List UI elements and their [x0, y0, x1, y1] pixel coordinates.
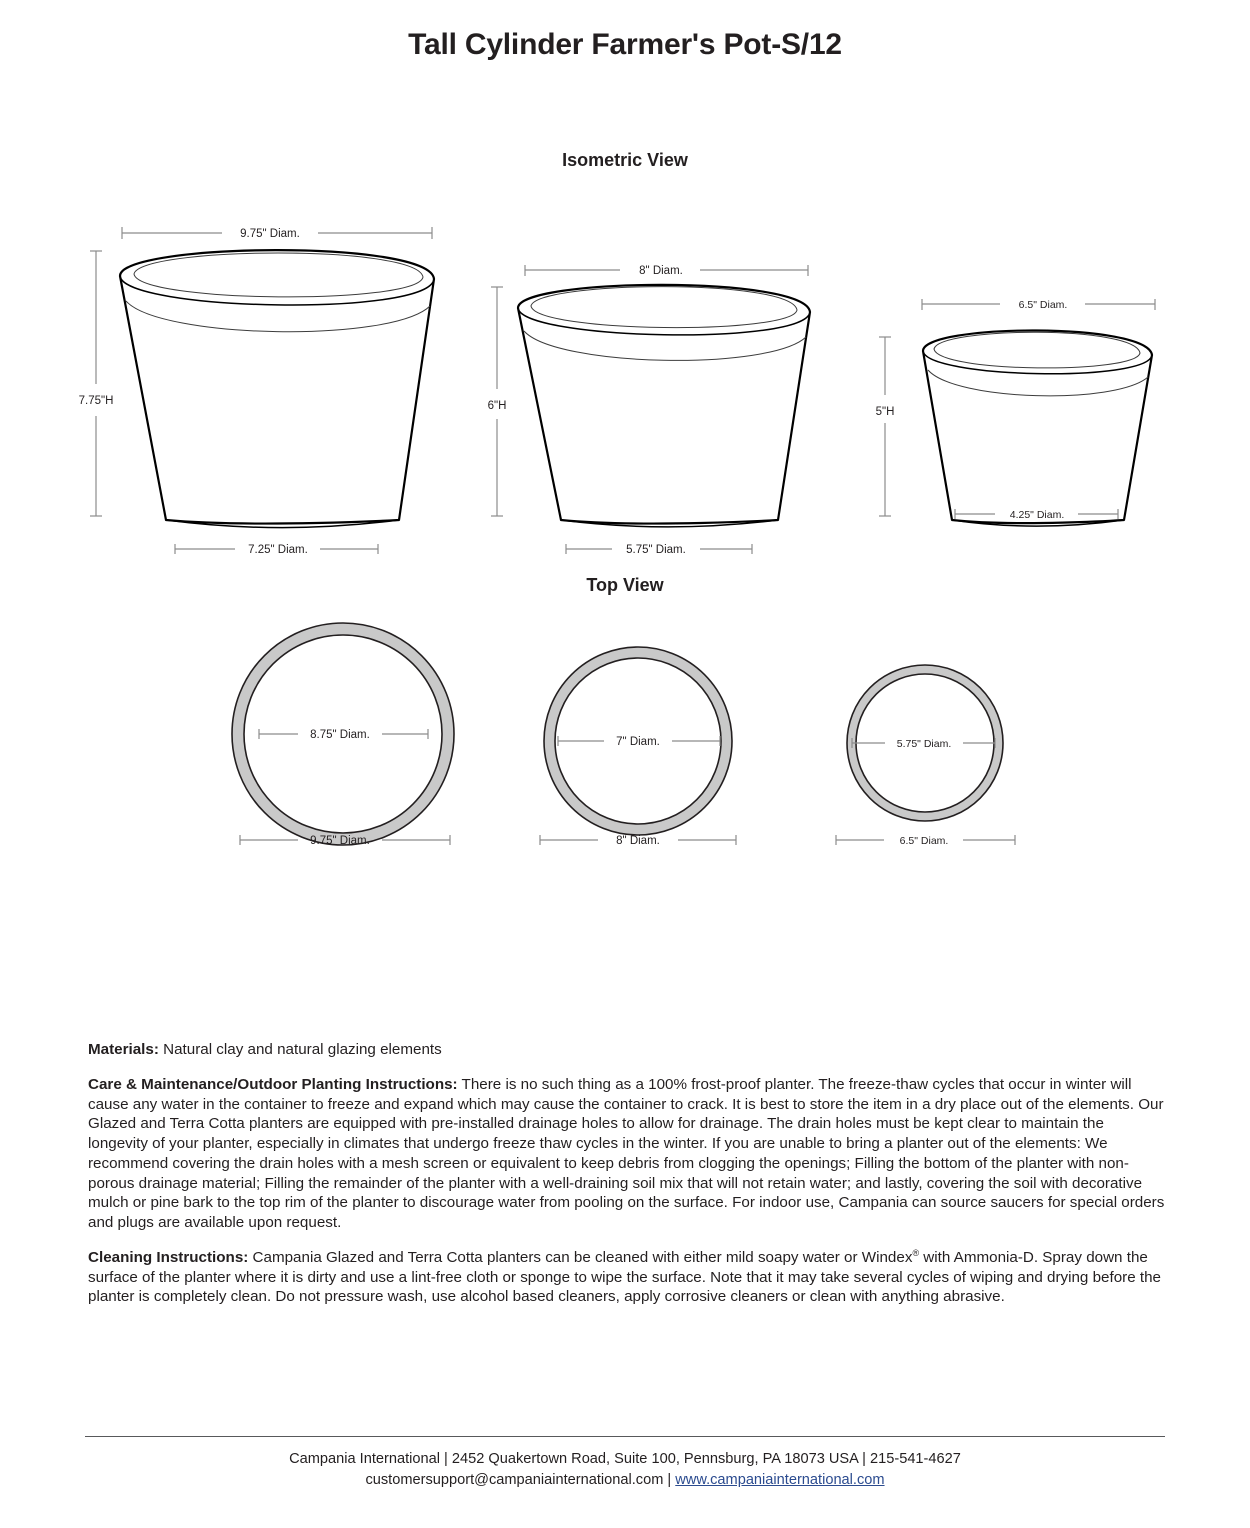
dimension-label-inner-medium: 7" Diam.	[616, 736, 660, 748]
top-view-heading: Top View	[586, 575, 664, 595]
dimension-label-outer-small: 6.5" Diam.	[899, 835, 949, 847]
dimension-label-height-large: 7.75"H	[78, 395, 114, 407]
footer-contact	[0, 1437, 1250, 1490]
dimension-label-outer-medium: 8" Diam.	[616, 835, 660, 847]
isometric-view-heading: Isometric View	[562, 150, 688, 170]
isometric-pot-large	[79, 227, 434, 556]
cleaning-body-second: with Ammonia-D. Spray down the surface of the planter where it is dirty and use a lint-free cloth or sponge to wipe the surface. Note that it may take several cycles of wiping and drying before the planter is completely clean. Do not pressure wash, use alcohol based cleaners, apply corrosive cleaners or clean with anything abrasive.	[88, 1248, 1161, 1306]
materials-paragraph	[88, 1040, 1165, 1060]
materials-label: Materials:	[88, 1041, 159, 1058]
top-views-diagram	[0, 596, 1250, 926]
top-view-small	[836, 665, 1015, 847]
dimension-line-top-small	[922, 299, 1155, 311]
company-website-link[interactable]: www.campaniainternational.com	[675, 1471, 885, 1488]
care-label: Care & Maintenance/Outdoor Planting Instructions:	[88, 1075, 458, 1093]
cleaning-label: Cleaning Instructions:	[88, 1248, 249, 1266]
isometric-pot-small	[876, 299, 1155, 526]
footer-address-line: Campania International | 2452 Quakertown Road, Suite 100, Pennsburg, PA 18073 USA | 215-541-4627	[289, 1451, 961, 1467]
dimension-label-outer-large: 9.75" Diam.	[310, 835, 370, 847]
dimension-line-bottom-large	[175, 544, 378, 556]
isometric-views-diagram	[0, 171, 1250, 561]
dimension-line-top-large	[122, 227, 432, 240]
registered-mark: ®	[912, 1247, 920, 1258]
dimension-line-top-medium	[525, 265, 808, 277]
dimension-label-bottom-large: 7.25" Diam.	[248, 544, 308, 556]
dimension-label-bottom-small: 4.25" Diam.	[1009, 509, 1065, 521]
dimension-line-outer-small	[836, 835, 1015, 847]
dimension-line-height-large	[79, 251, 114, 516]
care-body: There is no such thing as a 100% frost-proof planter. The freeze-thaw cycles that occur in winter will cause any water in the container to freeze and expand which may cause the container to crack. It is best to store the item in a dry place out of the elements. Our Glazed and Terra Cotta planters are equipped with pre-installed drainage holes to allow for drainage. The drain holes must be kept clear to maintain the longevity of your planter, especially in climates that undergo freeze thaw cycles in the winter. If you are unable to bring a planter out of the elements: We recommend covering the drain holes with a mesh screen or equivalent to keep debris from clogging the openings; Filling the bottom of the planter with non-porous drainage material; Filling the remainder of the planter with a well-draining soil mix that will not retain water; and lastly, covering the soil with decorative mulch or pine bark to the top rim of the planter to discourage water from pooling on the surface. For indoor use, Campania can source saucers for special orders and plugs are available upon request.	[88, 1075, 1165, 1231]
cleaning-paragraph	[88, 1248, 1165, 1307]
dimension-line-height-medium	[488, 287, 507, 516]
top-view-medium	[540, 647, 736, 847]
dimension-label-top-large: 9.75" Diam.	[240, 228, 300, 240]
dimension-label-height-medium: 6"H	[487, 400, 507, 412]
isometric-pot-medium	[488, 265, 810, 556]
care-paragraph	[88, 1075, 1165, 1233]
dimension-label-top-small: 6.5" Diam.	[1018, 299, 1068, 311]
footer-email: customersupport@campaniainternational.com |	[365, 1471, 676, 1488]
dimension-line-outer-large	[240, 835, 450, 847]
dimension-label-bottom-medium: 5.75" Diam.	[626, 544, 686, 556]
page-footer	[0, 1436, 1250, 1490]
dimension-label-inner-small: 5.75" Diam.	[896, 738, 952, 750]
top-view-large	[232, 623, 454, 847]
dimension-label-height-small: 5"H	[875, 406, 895, 418]
dimension-line-bottom-medium	[566, 544, 752, 556]
instructions-block	[88, 1040, 1165, 1322]
cleaning-body-first: Campania Glazed and Terra Cotta planters can be cleaned with either mild soapy water or Windex	[248, 1248, 913, 1266]
page-title: Tall Cylinder Farmer's Pot-S/12	[408, 28, 842, 61]
footer-email-line	[0, 1470, 1250, 1491]
dimension-line-height-small	[876, 337, 895, 516]
dimension-line-outer-medium	[540, 835, 736, 847]
dimension-label-inner-large: 8.75" Diam.	[310, 729, 370, 741]
materials-body: Natural clay and natural glazing elements	[158, 1041, 442, 1058]
dimension-label-top-medium: 8" Diam.	[639, 265, 683, 277]
